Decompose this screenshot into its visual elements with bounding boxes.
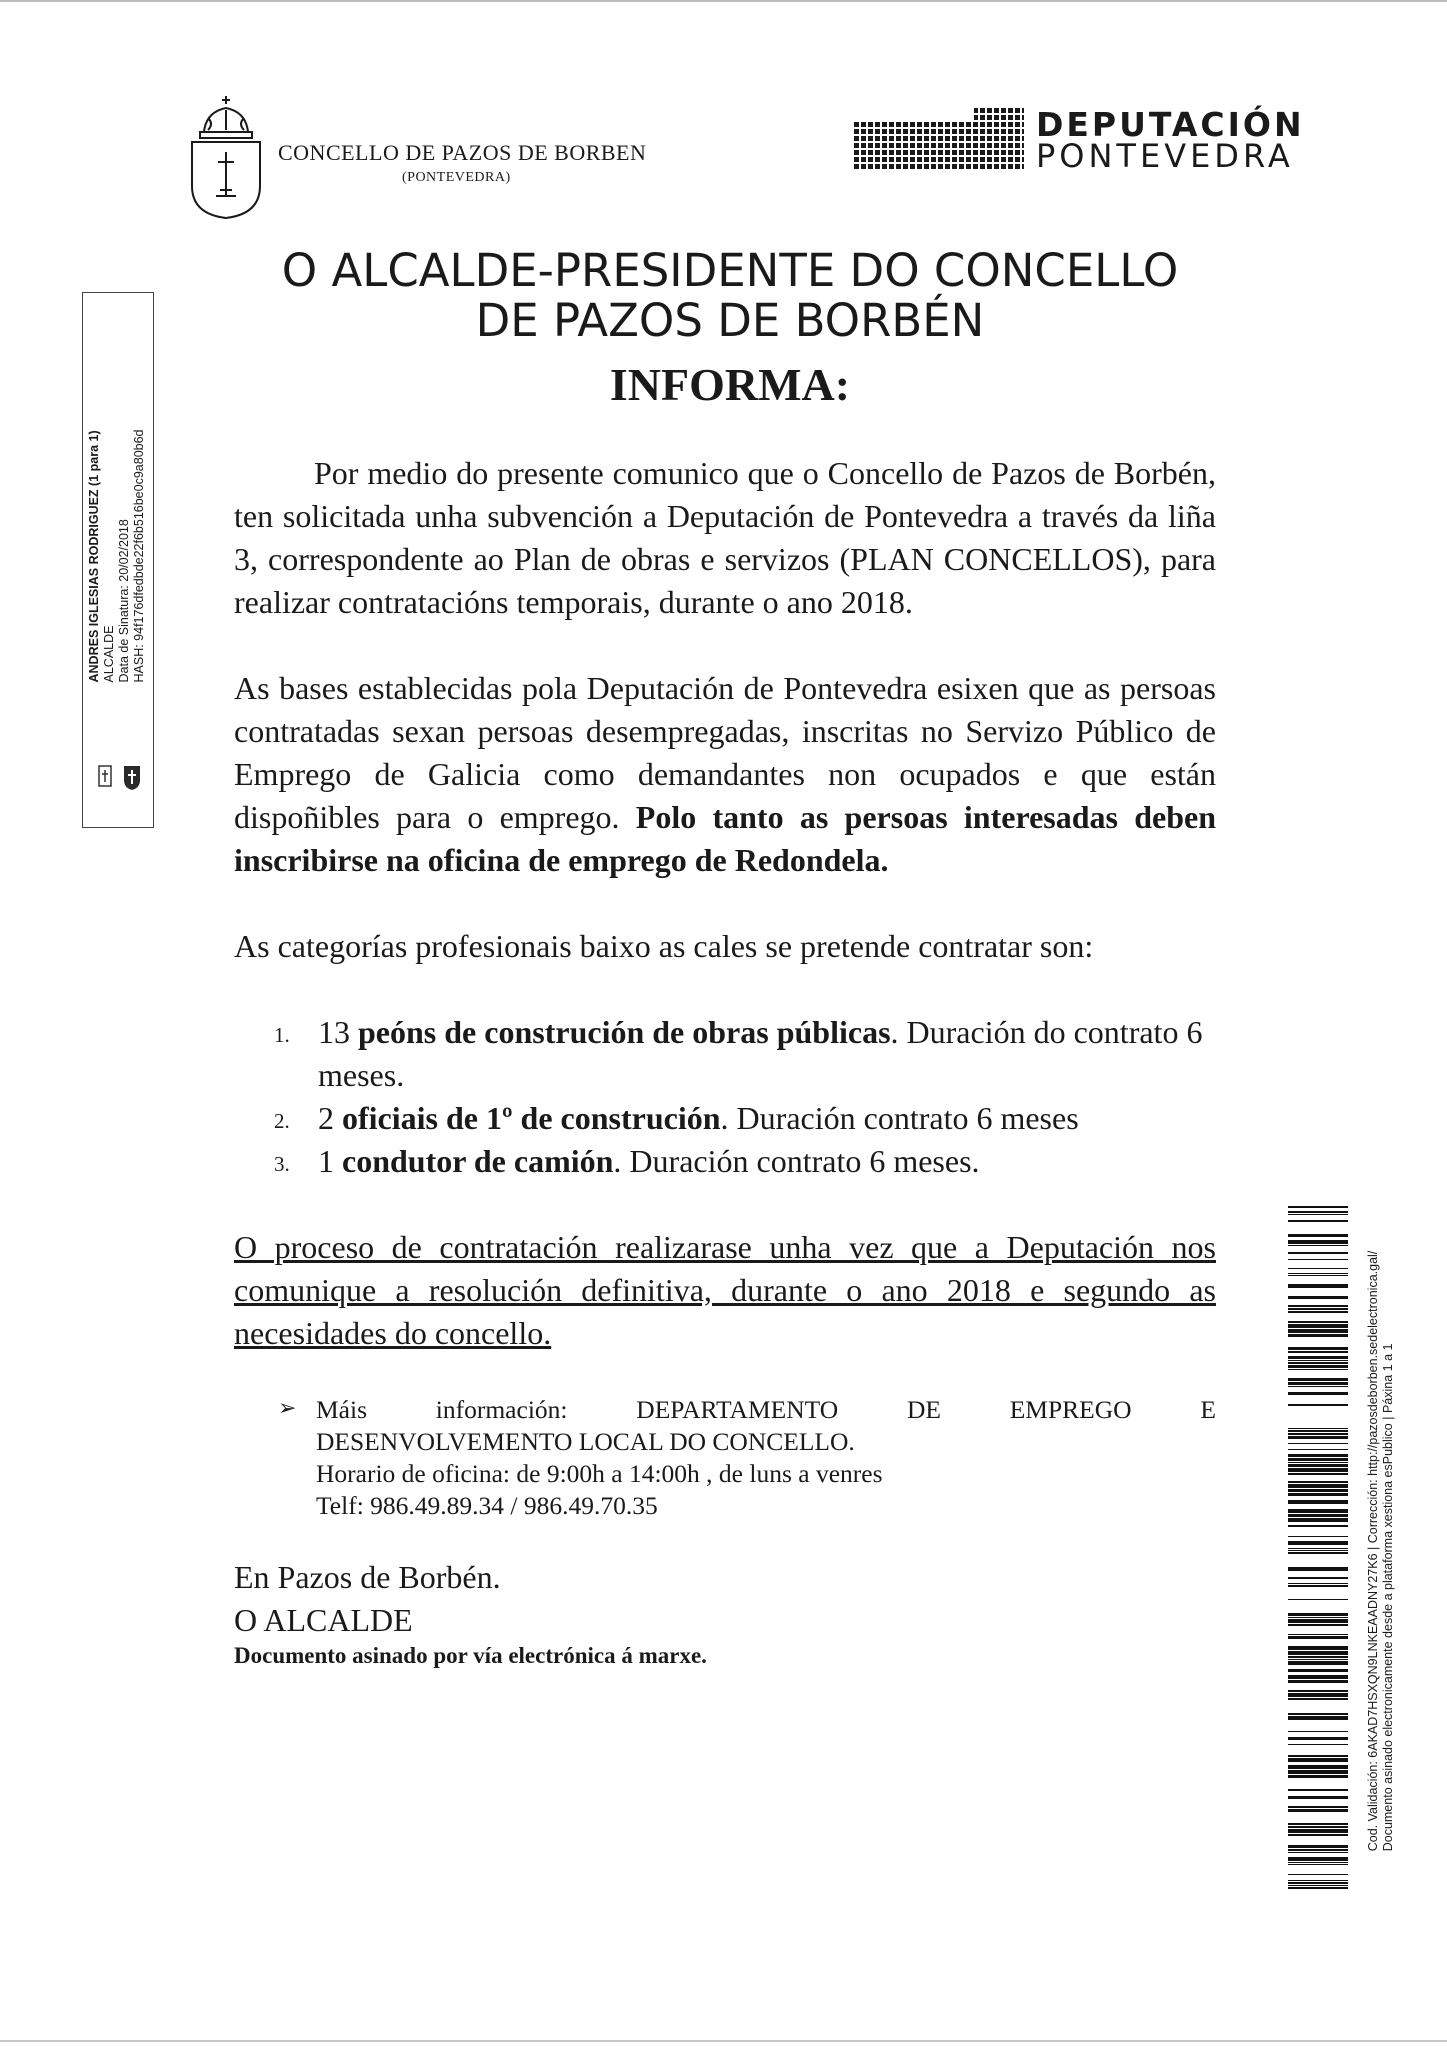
barcode-bar	[1288, 1489, 1348, 1492]
barcode-bar	[1288, 1356, 1348, 1359]
barcode-bar	[1288, 1462, 1348, 1463]
list-item-count: 13	[318, 1014, 350, 1050]
barcode-bar	[1288, 1806, 1348, 1808]
barcode-bar	[1288, 1206, 1348, 1208]
barcode-bar	[1288, 1493, 1348, 1496]
barcode-bar	[1288, 1862, 1348, 1863]
barcode-bar	[1288, 1311, 1348, 1313]
barcode-bar	[1288, 1273, 1348, 1274]
deputacion-title: DEPUTACIÓN	[1036, 105, 1305, 144]
barcode-bar	[1288, 1500, 1348, 1504]
barcode-bar	[1288, 1636, 1348, 1639]
barcode-bar	[1288, 1755, 1348, 1757]
contact-info-line2: DESENVOLVEMENTO LOCAL DO CONCELLO.	[316, 1427, 855, 1456]
barcode-bar	[1288, 1220, 1348, 1222]
barcode-bar	[1288, 1464, 1348, 1467]
barcode-bar	[1288, 1378, 1348, 1381]
paragraph-process-note: O proceso de contratación realizarase unha vez que a Deputación nos comunique a resolución definitiva, durante o ano 2018 e segundo as necesidades do concello.	[234, 1229, 1216, 1351]
barcode-bar	[1288, 1334, 1348, 1337]
barcode-bar	[1288, 1518, 1348, 1522]
barcode-bar	[1288, 1536, 1348, 1537]
barcode-bar	[1288, 1845, 1348, 1848]
paragraph-requirements	[234, 667, 1216, 882]
small-crest-icon	[97, 762, 113, 790]
bottom-scan-line	[0, 2040, 1447, 2042]
barcode-bar	[1288, 1369, 1348, 1370]
barcode-bar	[1288, 1758, 1348, 1762]
barcode-bar	[1288, 1550, 1348, 1551]
barcode-bar	[1288, 1548, 1348, 1549]
requirements-text: As bases establecidas pola Deputación de Pontevedra esixen que as persoas contratadas sexan persoas desempregadas, inscritas no Servizo Público de Emprego de Galicia como demandantes non ocupados e que están dispoñibles para o emprego.	[234, 670, 1216, 835]
validation-code: Cod. Validación: 6AKAD7HSXQN9LNKEAADNY27K6 | Corrección: http://pazosdeborben.sedelectronica.gal/	[1366, 1250, 1380, 1852]
barcode-bar	[1288, 1619, 1348, 1623]
barcode-bar	[1288, 1829, 1348, 1833]
info-word: información:	[435, 1395, 568, 1424]
list-item-detail: . Duración contrato 6 meses	[720, 1100, 1079, 1136]
barcode-bar	[1288, 1770, 1348, 1774]
document-title-line2: DE PAZOS DE BORBÉN	[475, 294, 985, 347]
list-item-count: 2	[318, 1100, 334, 1136]
closing-role: O ALCALDE	[234, 1602, 413, 1638]
concello-crest-icon	[186, 92, 266, 222]
info-word: Máis	[316, 1395, 367, 1424]
barcode-bar	[1288, 1775, 1348, 1778]
signer-name: ANDRES IGLESIAS RODRIGUEZ (1 para 1)	[87, 430, 101, 683]
info-word: EMPREGO	[1009, 1395, 1132, 1424]
paragraph-intro: Por medio do presente comunico que o Concello de Pazos de Borbén, ten solicitada unha subvención a Deputación de Pontevedra a través da liña 3, correspondente ao Plan de obras e servizos (PLAN CONCELLOS), para realizar contratacións temporais, durante o ano 2018.	[234, 455, 1216, 620]
barcode-bar	[1288, 1661, 1348, 1665]
barcode-bar	[1288, 1525, 1348, 1527]
info-word: E	[1200, 1395, 1216, 1424]
barcode-bar	[1288, 1885, 1348, 1886]
deputacion-subtitle: PONTEVEDRA	[1036, 137, 1294, 175]
barcode-bar	[1288, 1613, 1348, 1616]
barcode-bar	[1288, 1669, 1348, 1672]
barcode-bar	[1288, 1651, 1348, 1655]
barcode-bar	[1288, 1454, 1348, 1457]
barcode-bar	[1288, 1834, 1348, 1836]
requirements-bold-note: Polo tanto as persoas interesadas deben inscribirse na oficina de emprego de Redondela.	[234, 799, 1217, 878]
signature-details	[87, 430, 147, 683]
barcode-bar	[1288, 1874, 1348, 1875]
barcode-bar	[1288, 1473, 1348, 1475]
barcode-bar	[1288, 1259, 1348, 1260]
barcode-bar	[1288, 1481, 1348, 1483]
list-item-detail: . Duración do contrato 6 meses.	[318, 1014, 1203, 1093]
informa-heading: INFORMA:	[609, 359, 851, 410]
barcode-bar	[1288, 1789, 1348, 1791]
barcode-bar	[1288, 1617, 1348, 1618]
contact-info-line1	[316, 1394, 1216, 1426]
barcode-bar	[1288, 1823, 1348, 1825]
barcode-bar	[1288, 1713, 1348, 1715]
barcode-bar	[1288, 1583, 1348, 1584]
small-shield-icon	[120, 762, 144, 792]
paragraph-categories: As categorías profesionais baixo as cales se pretende contratar son:	[234, 928, 1094, 964]
top-scan-line	[0, 0, 1447, 2]
list-item	[234, 1011, 1216, 1097]
barcode-bar	[1288, 1796, 1348, 1799]
arrow-bullet-icon: ➢	[278, 1395, 297, 1420]
barcode-bar	[1288, 1458, 1348, 1461]
list-item-number: 2.	[274, 1109, 290, 1133]
barcode-bar	[1288, 1321, 1348, 1323]
barcode-bar	[1288, 1809, 1348, 1812]
barcode-bar	[1288, 1656, 1348, 1658]
barcode-bar	[1288, 1585, 1348, 1587]
barcode-bar	[1288, 1275, 1348, 1276]
list-item-detail: . Duración contrato 6 meses.	[613, 1143, 980, 1179]
signer-role: ALCALDE	[102, 625, 116, 683]
closing	[234, 1556, 501, 1642]
barcode-bar	[1288, 1351, 1348, 1353]
barcode-bar	[1288, 1245, 1348, 1246]
barcode-bar	[1288, 1329, 1348, 1333]
barcode-bar	[1288, 1430, 1348, 1432]
barcode-bar	[1288, 1360, 1348, 1361]
closing-place: En Pazos de Borbén.	[234, 1559, 501, 1595]
barcode-bar	[1288, 1690, 1348, 1692]
barcode-bar	[1288, 1240, 1348, 1244]
barcode-bar	[1288, 1449, 1348, 1450]
barcode-bar	[1288, 1347, 1348, 1350]
barcode-bar	[1288, 1577, 1348, 1579]
list-item-count: 1	[318, 1143, 334, 1179]
list-item	[234, 1140, 1216, 1183]
barcode-bar	[1288, 1646, 1348, 1650]
concello-province: (PONTEVEDRA)	[402, 170, 511, 185]
barcode-bar	[1288, 1864, 1348, 1865]
barcode-bar	[1288, 1716, 1348, 1720]
signature-hash: HASH: 94f176dfedbde22f6b516be0c9a80b6d	[132, 429, 146, 683]
list-item-number: 3.	[274, 1152, 290, 1176]
document-title-line1: O ALCALDE-PRESIDENTE DO CONCELLO	[281, 244, 1179, 297]
barcode-bar	[1288, 1567, 1348, 1571]
barcode-bar	[1288, 1826, 1348, 1828]
info-word: DE	[906, 1395, 941, 1424]
list-item	[234, 1097, 1216, 1140]
barcode-bar	[1288, 1880, 1348, 1881]
barcode-bar	[1288, 1404, 1348, 1406]
barcode-bar	[1288, 1252, 1348, 1254]
barcode-bar	[1288, 1428, 1348, 1429]
barcode-bar	[1288, 1386, 1348, 1387]
info-word: DEPARTAMENTO	[636, 1395, 839, 1424]
validation-barcode	[1288, 1206, 1348, 1892]
barcode-bar	[1288, 1382, 1348, 1385]
barcode-bar	[1288, 1362, 1348, 1364]
barcode-bar	[1288, 1693, 1348, 1697]
office-hours: Horario de oficina: de 9:00h a 14:00h , de luns a venres	[316, 1459, 883, 1488]
barcode-bar	[1288, 1675, 1348, 1679]
barcode-bar	[1288, 1284, 1348, 1288]
barcode-bar	[1288, 1541, 1348, 1545]
barcode-bar	[1288, 1849, 1348, 1851]
barcode-bar	[1288, 1857, 1348, 1861]
categories-list	[234, 1011, 1216, 1183]
barcode-bar	[1288, 1308, 1348, 1310]
barcode-bar	[1288, 1765, 1348, 1769]
electronic-signature-note: Documento asinado por vía electrónica á marxe.	[234, 1643, 707, 1668]
barcode-bar	[1288, 1634, 1348, 1635]
barcode-bar	[1288, 1305, 1348, 1307]
barcode-bar	[1288, 1296, 1348, 1299]
validation-text	[1366, 1251, 1396, 1852]
barcode-bar	[1288, 1514, 1348, 1517]
barcode-bar	[1288, 1852, 1348, 1853]
barcode-bar	[1288, 1436, 1348, 1439]
barcode-bar	[1288, 1737, 1348, 1740]
signature-date: Data de Sinatura: 20/02/2018	[117, 519, 131, 683]
concello-name: CONCELLO DE PAZOS DE BORBEN	[278, 140, 647, 165]
barcode-bar	[1288, 1552, 1348, 1554]
barcode-bar	[1288, 1268, 1348, 1269]
barcode-bar	[1288, 1484, 1348, 1488]
barcode-bar	[1288, 1731, 1348, 1732]
barcode-bar	[1288, 1468, 1348, 1472]
barcode-bar	[1288, 1392, 1348, 1395]
list-item-title: oficiais de 1º de construción	[342, 1100, 721, 1136]
barcode-bar	[1288, 1443, 1348, 1444]
barcode-bar	[1288, 1365, 1348, 1368]
deputacion-dots-logo-icon	[854, 108, 1024, 170]
barcode-bar	[1288, 1698, 1348, 1700]
barcode-bar	[1288, 1214, 1348, 1215]
barcode-bar	[1288, 1324, 1348, 1328]
validation-platform: Documento asinado electronicamente desde a plataforma xestiona esPublico | Páxina 1 a 1	[1381, 1343, 1395, 1852]
barcode-bar	[1288, 1599, 1348, 1600]
barcode-bar	[1288, 1882, 1348, 1884]
barcode-bar	[1288, 1680, 1348, 1683]
contact-info	[316, 1394, 1216, 1522]
barcode-bar	[1288, 1887, 1348, 1889]
barcode-bar	[1288, 1744, 1348, 1745]
barcode-bar	[1288, 1659, 1348, 1660]
barcode-bar	[1288, 1211, 1348, 1213]
list-item-number: 1.	[274, 1023, 290, 1047]
list-item-title: peóns de construción de obras públicas	[358, 1014, 891, 1050]
phone-numbers: Telf: 986.49.89.34 / 986.49.70.35	[316, 1491, 658, 1520]
barcode-bar	[1288, 1509, 1348, 1513]
barcode-bar	[1288, 1433, 1348, 1435]
list-item-title: condutor de camión	[342, 1143, 614, 1179]
barcode-bar	[1288, 1234, 1348, 1237]
barcode-bar	[1288, 1624, 1348, 1626]
